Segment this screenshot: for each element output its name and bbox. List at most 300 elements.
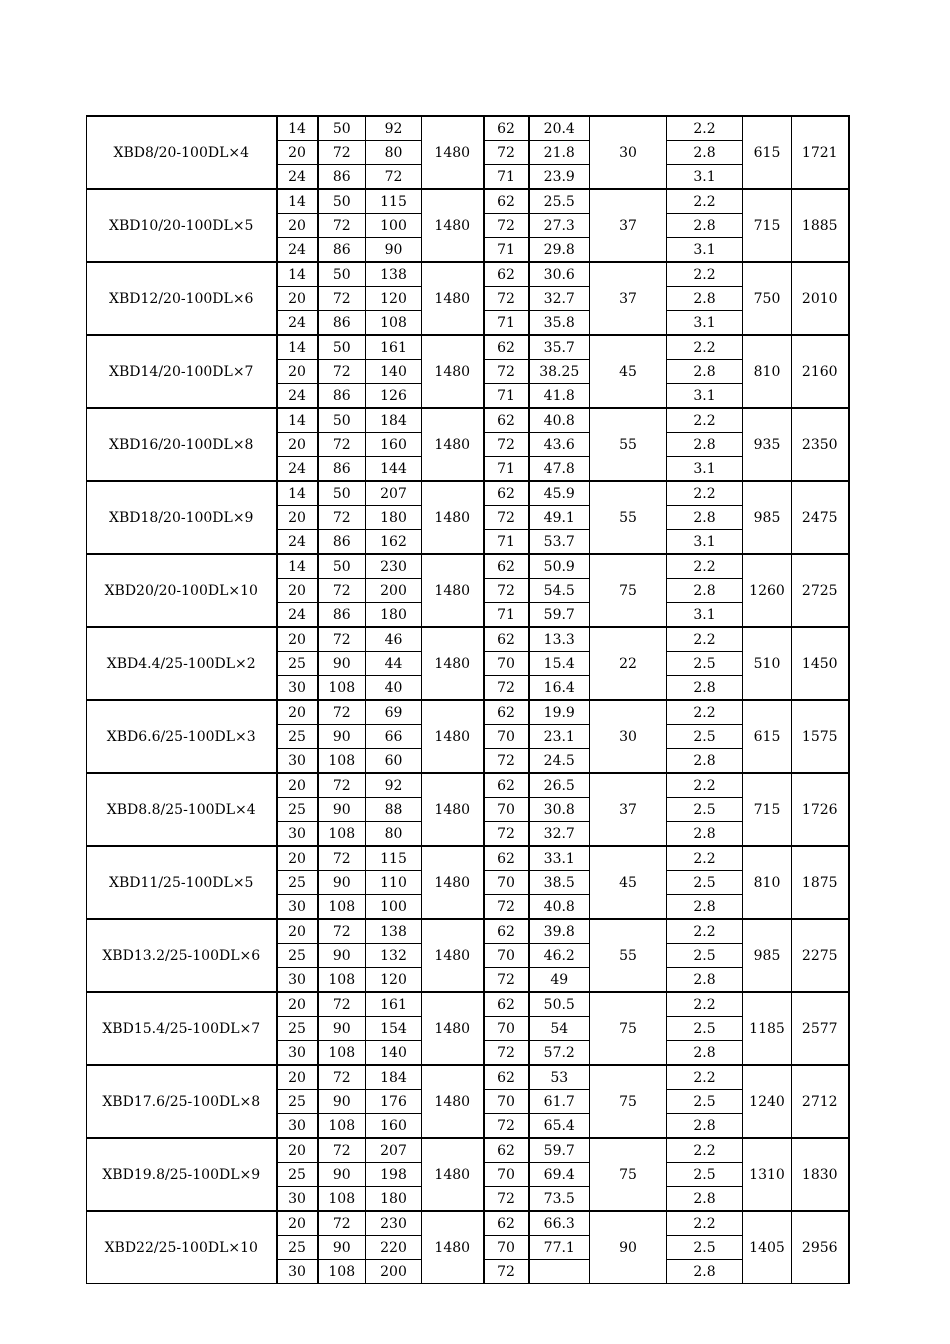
shaft-power-cell: 30.8	[529, 798, 590, 822]
head-cell: 90	[366, 238, 422, 263]
head-cell: 115	[366, 846, 422, 871]
flow-m3h-cell: 30	[277, 968, 318, 993]
efficiency-cell: 71	[484, 603, 529, 628]
shaft-power-cell: 38.5	[529, 871, 590, 895]
efficiency-cell: 62	[484, 408, 529, 433]
npsh-cell: 2.8	[667, 676, 743, 701]
shaft-power-cell: 61.7	[529, 1090, 590, 1114]
npsh-cell: 2.2	[667, 554, 743, 579]
efficiency-cell: 62	[484, 700, 529, 725]
price-cell: 2712	[792, 1065, 849, 1138]
efficiency-cell: 72	[484, 360, 529, 384]
head-cell: 80	[366, 822, 422, 847]
head-cell: 69	[366, 700, 422, 725]
efficiency-cell: 70	[484, 652, 529, 676]
efficiency-cell: 72	[484, 895, 529, 920]
head-cell: 138	[366, 919, 422, 944]
shaft-power-cell: 40.8	[529, 408, 590, 433]
speed-cell: 1480	[422, 992, 484, 1065]
shaft-power-cell: 24.5	[529, 749, 590, 774]
flow-m3h-cell: 20	[277, 579, 318, 603]
efficiency-cell: 71	[484, 165, 529, 190]
head-cell: 44	[366, 652, 422, 676]
shaft-power-cell: 66.3	[529, 1211, 590, 1236]
price-cell: 1450	[792, 627, 849, 700]
flow-m3h-cell: 20	[277, 846, 318, 871]
flow-ls-cell: 72	[318, 287, 366, 311]
efficiency-cell: 70	[484, 798, 529, 822]
table-row	[87, 919, 849, 944]
head-cell: 66	[366, 725, 422, 749]
npsh-cell: 2.2	[667, 1065, 743, 1090]
npsh-cell: 2.8	[667, 360, 743, 384]
flow-ls-cell: 108	[318, 1041, 366, 1066]
head-cell: 100	[366, 895, 422, 920]
price-cell: 2956	[792, 1211, 849, 1284]
weight-cell: 985	[743, 481, 792, 554]
flow-m3h-cell: 25	[277, 1163, 318, 1187]
head-cell: 92	[366, 116, 422, 141]
weight-cell: 810	[743, 335, 792, 408]
model-cell: XBD4.4/25-100DL×2	[87, 627, 277, 700]
flow-m3h-cell: 20	[277, 627, 318, 652]
head-cell: 198	[366, 1163, 422, 1187]
flow-m3h-cell: 24	[277, 603, 318, 628]
shaft-power-cell: 27.3	[529, 214, 590, 238]
efficiency-cell: 71	[484, 384, 529, 409]
head-cell: 162	[366, 530, 422, 555]
efficiency-cell: 62	[484, 919, 529, 944]
head-cell: 180	[366, 603, 422, 628]
table-row	[87, 481, 849, 506]
npsh-cell: 2.8	[667, 506, 743, 530]
efficiency-cell: 71	[484, 238, 529, 263]
npsh-cell: 2.5	[667, 1236, 743, 1260]
flow-ls-cell: 72	[318, 627, 366, 652]
shaft-power-cell: 49	[529, 968, 590, 993]
efficiency-cell: 62	[484, 481, 529, 506]
flow-ls-cell: 72	[318, 360, 366, 384]
npsh-cell: 2.5	[667, 798, 743, 822]
motor-power-cell: 75	[590, 1138, 667, 1211]
flow-ls-cell: 72	[318, 506, 366, 530]
efficiency-cell: 62	[484, 116, 529, 141]
flow-ls-cell: 72	[318, 214, 366, 238]
head-cell: 160	[366, 433, 422, 457]
npsh-cell: 2.8	[667, 822, 743, 847]
head-cell: 144	[366, 457, 422, 482]
npsh-cell: 2.5	[667, 652, 743, 676]
efficiency-cell: 71	[484, 311, 529, 336]
flow-ls-cell: 90	[318, 1017, 366, 1041]
flow-ls-cell: 90	[318, 1090, 366, 1114]
flow-ls-cell: 50	[318, 408, 366, 433]
shaft-power-cell: 29.8	[529, 238, 590, 263]
motor-power-cell: 90	[590, 1211, 667, 1284]
flow-m3h-cell: 24	[277, 530, 318, 555]
motor-power-cell: 55	[590, 481, 667, 554]
npsh-cell: 2.8	[667, 141, 743, 165]
head-cell: 46	[366, 627, 422, 652]
flow-m3h-cell: 30	[277, 1260, 318, 1284]
npsh-cell: 3.1	[667, 311, 743, 336]
flow-ls-cell: 50	[318, 189, 366, 214]
speed-cell: 1480	[422, 1138, 484, 1211]
flow-m3h-cell: 25	[277, 944, 318, 968]
flow-m3h-cell: 20	[277, 433, 318, 457]
flow-m3h-cell: 14	[277, 481, 318, 506]
model-cell: XBD18/20-100DL×9	[87, 481, 277, 554]
speed-cell: 1480	[422, 700, 484, 773]
flow-ls-cell: 108	[318, 1260, 366, 1284]
motor-power-cell: 45	[590, 846, 667, 919]
npsh-cell: 2.2	[667, 1138, 743, 1163]
shaft-power-cell: 77.1	[529, 1236, 590, 1260]
flow-ls-cell: 72	[318, 919, 366, 944]
shaft-power-cell: 47.8	[529, 457, 590, 482]
table-row	[87, 554, 849, 579]
motor-power-cell: 75	[590, 1065, 667, 1138]
head-cell: 161	[366, 335, 422, 360]
npsh-cell: 3.1	[667, 165, 743, 190]
head-cell: 230	[366, 554, 422, 579]
shaft-power-cell: 35.7	[529, 335, 590, 360]
flow-m3h-cell: 20	[277, 287, 318, 311]
npsh-cell: 3.1	[667, 530, 743, 555]
price-cell: 2725	[792, 554, 849, 627]
flow-m3h-cell: 30	[277, 1114, 318, 1139]
shaft-power-cell: 54.5	[529, 579, 590, 603]
flow-m3h-cell: 25	[277, 725, 318, 749]
efficiency-cell: 72	[484, 749, 529, 774]
speed-cell: 1480	[422, 189, 484, 262]
model-cell: XBD17.6/25-100DL×8	[87, 1065, 277, 1138]
flow-m3h-cell: 20	[277, 141, 318, 165]
flow-m3h-cell: 25	[277, 1236, 318, 1260]
npsh-cell: 2.2	[667, 408, 743, 433]
shaft-power-cell: 20.4	[529, 116, 590, 141]
flow-m3h-cell: 25	[277, 1017, 318, 1041]
speed-cell: 1480	[422, 1065, 484, 1138]
motor-power-cell: 30	[590, 116, 667, 189]
speed-cell: 1480	[422, 846, 484, 919]
efficiency-cell: 71	[484, 457, 529, 482]
head-cell: 200	[366, 1260, 422, 1284]
weight-cell: 1405	[743, 1211, 792, 1284]
flow-m3h-cell: 30	[277, 749, 318, 774]
head-cell: 140	[366, 360, 422, 384]
npsh-cell: 2.2	[667, 919, 743, 944]
shaft-power-cell: 53	[529, 1065, 590, 1090]
shaft-power-cell: 41.8	[529, 384, 590, 409]
npsh-cell: 2.2	[667, 189, 743, 214]
flow-ls-cell: 50	[318, 554, 366, 579]
efficiency-cell: 70	[484, 871, 529, 895]
model-cell: XBD6.6/25-100DL×3	[87, 700, 277, 773]
head-cell: 88	[366, 798, 422, 822]
flow-ls-cell: 108	[318, 895, 366, 920]
flow-ls-cell: 72	[318, 992, 366, 1017]
motor-power-cell: 30	[590, 700, 667, 773]
price-cell: 1721	[792, 116, 849, 189]
motor-power-cell: 37	[590, 189, 667, 262]
model-cell: XBD8.8/25-100DL×4	[87, 773, 277, 846]
motor-power-cell: 37	[590, 773, 667, 846]
flow-m3h-cell: 30	[277, 822, 318, 847]
speed-cell: 1480	[422, 481, 484, 554]
flow-ls-cell: 90	[318, 652, 366, 676]
flow-ls-cell: 72	[318, 433, 366, 457]
price-cell: 2010	[792, 262, 849, 335]
efficiency-cell: 72	[484, 214, 529, 238]
flow-m3h-cell: 25	[277, 652, 318, 676]
table-body	[87, 116, 849, 1284]
weight-cell: 715	[743, 189, 792, 262]
table-row	[87, 846, 849, 871]
shaft-power-cell: 38.25	[529, 360, 590, 384]
flow-m3h-cell: 20	[277, 773, 318, 798]
head-cell: 230	[366, 1211, 422, 1236]
model-cell: XBD12/20-100DL×6	[87, 262, 277, 335]
head-cell: 40	[366, 676, 422, 701]
flow-m3h-cell: 30	[277, 1187, 318, 1212]
price-cell: 2577	[792, 992, 849, 1065]
price-cell: 1875	[792, 846, 849, 919]
flow-ls-cell: 86	[318, 603, 366, 628]
npsh-cell: 2.5	[667, 725, 743, 749]
shaft-power-cell: 13.3	[529, 627, 590, 652]
flow-ls-cell: 50	[318, 481, 366, 506]
flow-m3h-cell: 14	[277, 116, 318, 141]
efficiency-cell: 72	[484, 579, 529, 603]
shaft-power-cell: 30.6	[529, 262, 590, 287]
flow-ls-cell: 86	[318, 165, 366, 190]
flow-ls-cell: 90	[318, 798, 366, 822]
efficiency-cell: 70	[484, 1163, 529, 1187]
speed-cell: 1480	[422, 335, 484, 408]
table-row	[87, 1211, 849, 1236]
npsh-cell: 2.2	[667, 992, 743, 1017]
head-cell: 154	[366, 1017, 422, 1041]
head-cell: 180	[366, 1187, 422, 1212]
flow-ls-cell: 90	[318, 1163, 366, 1187]
shaft-power-cell: 16.4	[529, 676, 590, 701]
npsh-cell: 2.2	[667, 627, 743, 652]
flow-ls-cell: 86	[318, 457, 366, 482]
flow-m3h-cell: 24	[277, 311, 318, 336]
flow-m3h-cell: 20	[277, 506, 318, 530]
efficiency-cell: 70	[484, 1090, 529, 1114]
motor-power-cell: 55	[590, 408, 667, 481]
table-row	[87, 116, 849, 141]
table-row	[87, 992, 849, 1017]
shaft-power-cell: 69.4	[529, 1163, 590, 1187]
efficiency-cell: 72	[484, 676, 529, 701]
flow-ls-cell: 108	[318, 968, 366, 993]
shaft-power-cell: 50.9	[529, 554, 590, 579]
npsh-cell: 3.1	[667, 457, 743, 482]
shaft-power-cell: 26.5	[529, 773, 590, 798]
npsh-cell: 2.8	[667, 1114, 743, 1139]
shaft-power-cell: 40.8	[529, 895, 590, 920]
flow-ls-cell: 86	[318, 238, 366, 263]
table-row	[87, 335, 849, 360]
flow-ls-cell: 90	[318, 944, 366, 968]
shaft-power-cell: 46.2	[529, 944, 590, 968]
model-cell: XBD15.4/25-100DL×7	[87, 992, 277, 1065]
motor-power-cell: 75	[590, 992, 667, 1065]
table-row	[87, 262, 849, 287]
flow-ls-cell: 72	[318, 846, 366, 871]
flow-m3h-cell: 20	[277, 700, 318, 725]
npsh-cell: 3.1	[667, 384, 743, 409]
table-row	[87, 627, 849, 652]
npsh-cell: 2.5	[667, 1163, 743, 1187]
shaft-power-cell: 54	[529, 1017, 590, 1041]
model-cell: XBD8/20-100DL×4	[87, 116, 277, 189]
npsh-cell: 2.8	[667, 433, 743, 457]
table-row	[87, 408, 849, 433]
head-cell: 100	[366, 214, 422, 238]
efficiency-cell: 62	[484, 262, 529, 287]
flow-m3h-cell: 24	[277, 384, 318, 409]
model-cell: XBD20/20-100DL×10	[87, 554, 277, 627]
flow-m3h-cell: 14	[277, 408, 318, 433]
npsh-cell: 2.8	[667, 579, 743, 603]
flow-m3h-cell: 14	[277, 335, 318, 360]
flow-ls-cell: 72	[318, 700, 366, 725]
shaft-power-cell: 35.8	[529, 311, 590, 336]
shaft-power-cell: 45.9	[529, 481, 590, 506]
shaft-power-cell: 73.5	[529, 1187, 590, 1212]
head-cell: 60	[366, 749, 422, 774]
efficiency-cell: 72	[484, 287, 529, 311]
weight-cell: 985	[743, 919, 792, 992]
efficiency-cell: 62	[484, 335, 529, 360]
weight-cell: 750	[743, 262, 792, 335]
flow-m3h-cell: 20	[277, 360, 318, 384]
flow-ls-cell: 86	[318, 530, 366, 555]
npsh-cell: 2.5	[667, 1017, 743, 1041]
shaft-power-cell: 19.9	[529, 700, 590, 725]
shaft-power-cell	[529, 1260, 590, 1284]
price-cell: 1726	[792, 773, 849, 846]
efficiency-cell: 62	[484, 992, 529, 1017]
model-cell: XBD11/25-100DL×5	[87, 846, 277, 919]
npsh-cell: 2.5	[667, 1090, 743, 1114]
efficiency-cell: 70	[484, 1017, 529, 1041]
flow-m3h-cell: 14	[277, 189, 318, 214]
table-row	[87, 189, 849, 214]
npsh-cell: 2.2	[667, 1211, 743, 1236]
table-row	[87, 700, 849, 725]
flow-ls-cell: 72	[318, 141, 366, 165]
npsh-cell: 2.2	[667, 262, 743, 287]
shaft-power-cell: 49.1	[529, 506, 590, 530]
speed-cell: 1480	[422, 919, 484, 992]
head-cell: 138	[366, 262, 422, 287]
npsh-cell: 2.8	[667, 214, 743, 238]
head-cell: 132	[366, 944, 422, 968]
npsh-cell: 2.2	[667, 846, 743, 871]
speed-cell: 1480	[422, 554, 484, 627]
speed-cell: 1480	[422, 408, 484, 481]
shaft-power-cell: 59.7	[529, 1138, 590, 1163]
head-cell: 72	[366, 165, 422, 190]
npsh-cell: 2.8	[667, 749, 743, 774]
shaft-power-cell: 59.7	[529, 603, 590, 628]
price-cell: 1830	[792, 1138, 849, 1211]
shaft-power-cell: 32.7	[529, 822, 590, 847]
flow-m3h-cell: 14	[277, 262, 318, 287]
efficiency-cell: 70	[484, 725, 529, 749]
price-cell: 2275	[792, 919, 849, 992]
shaft-power-cell: 23.9	[529, 165, 590, 190]
flow-ls-cell: 90	[318, 871, 366, 895]
efficiency-cell: 62	[484, 189, 529, 214]
efficiency-cell: 62	[484, 1211, 529, 1236]
npsh-cell: 2.5	[667, 871, 743, 895]
npsh-cell: 2.8	[667, 1041, 743, 1066]
head-cell: 160	[366, 1114, 422, 1139]
flow-ls-cell: 86	[318, 311, 366, 336]
head-cell: 200	[366, 579, 422, 603]
head-cell: 176	[366, 1090, 422, 1114]
shaft-power-cell: 65.4	[529, 1114, 590, 1139]
flow-m3h-cell: 24	[277, 165, 318, 190]
flow-m3h-cell: 20	[277, 919, 318, 944]
flow-ls-cell: 108	[318, 1114, 366, 1139]
speed-cell: 1480	[422, 773, 484, 846]
speed-cell: 1480	[422, 116, 484, 189]
flow-m3h-cell: 30	[277, 1041, 318, 1066]
efficiency-cell: 72	[484, 1260, 529, 1284]
efficiency-cell: 62	[484, 1138, 529, 1163]
weight-cell: 1260	[743, 554, 792, 627]
flow-ls-cell: 108	[318, 749, 366, 774]
shaft-power-cell: 53.7	[529, 530, 590, 555]
npsh-cell: 2.2	[667, 116, 743, 141]
flow-m3h-cell: 25	[277, 871, 318, 895]
table-row	[87, 1065, 849, 1090]
efficiency-cell: 72	[484, 1041, 529, 1066]
efficiency-cell: 72	[484, 141, 529, 165]
head-cell: 220	[366, 1236, 422, 1260]
weight-cell: 510	[743, 627, 792, 700]
efficiency-cell: 70	[484, 944, 529, 968]
speed-cell: 1480	[422, 1211, 484, 1284]
flow-ls-cell: 108	[318, 1187, 366, 1212]
flow-ls-cell: 108	[318, 822, 366, 847]
efficiency-cell: 62	[484, 773, 529, 798]
motor-power-cell: 45	[590, 335, 667, 408]
efficiency-cell: 62	[484, 846, 529, 871]
model-cell: XBD22/25-100DL×10	[87, 1211, 277, 1284]
pump-spec-sheet	[86, 115, 848, 1280]
flow-ls-cell: 50	[318, 116, 366, 141]
shaft-power-cell: 57.2	[529, 1041, 590, 1066]
shaft-power-cell: 25.5	[529, 189, 590, 214]
model-cell: XBD16/20-100DL×8	[87, 408, 277, 481]
flow-ls-cell: 50	[318, 262, 366, 287]
flow-m3h-cell: 20	[277, 1211, 318, 1236]
flow-ls-cell: 90	[318, 725, 366, 749]
efficiency-cell: 72	[484, 506, 529, 530]
efficiency-cell: 62	[484, 627, 529, 652]
weight-cell: 810	[743, 846, 792, 919]
flow-m3h-cell: 30	[277, 895, 318, 920]
head-cell: 80	[366, 141, 422, 165]
